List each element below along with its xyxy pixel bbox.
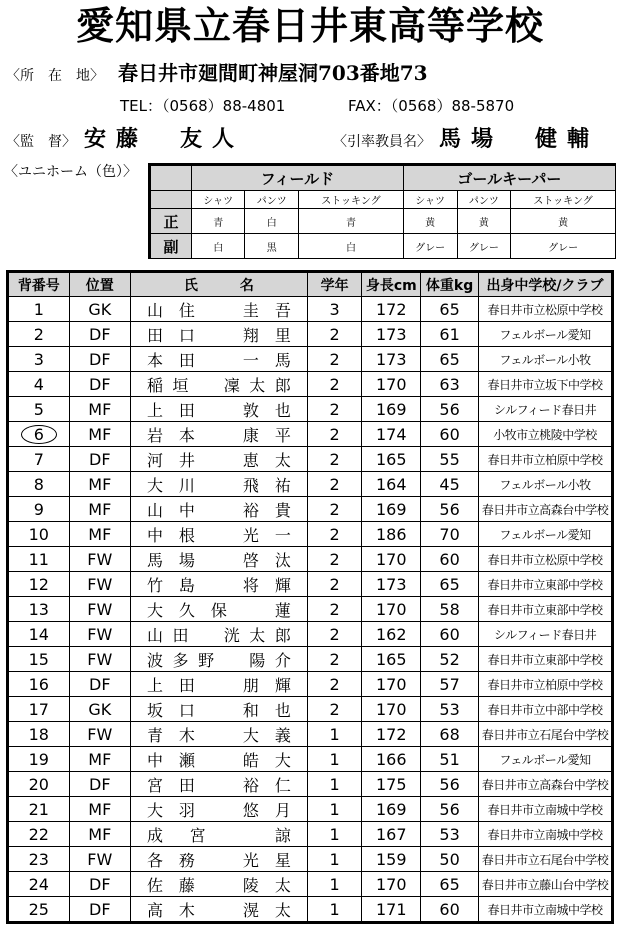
player-height: 173 — [362, 322, 421, 347]
player-height: 170 — [362, 872, 421, 897]
player-weight: 60 — [421, 547, 479, 572]
player-name: 中瀬 皓大 — [130, 747, 307, 772]
player-weight: 58 — [421, 597, 479, 622]
table-row — [8, 472, 613, 497]
player-position: DF — [69, 872, 130, 897]
player-weight: 60 — [421, 897, 479, 923]
player-position: DF — [69, 347, 130, 372]
table-row — [8, 547, 613, 572]
player-grade: 2 — [307, 672, 361, 697]
teacher-name: 馬場 健輔 — [439, 126, 600, 152]
table-row — [8, 722, 613, 747]
player-position: FW — [69, 622, 130, 647]
player-school: 春日井市立高森台中学校 — [479, 497, 613, 522]
address-line — [6, 62, 428, 87]
player-name: 稲垣 凜太郎 — [130, 372, 307, 397]
player-school: 春日井市立柏原中学校 — [479, 447, 613, 472]
table-row — [8, 622, 613, 647]
player-number: 2 — [8, 322, 70, 347]
player-height: 165 — [362, 647, 421, 672]
uniform-color: 白 — [299, 234, 404, 259]
player-number: 15 — [8, 647, 70, 672]
player-grade: 2 — [307, 472, 361, 497]
player-grade: 1 — [307, 772, 361, 797]
player-name: 青木 大義 — [130, 722, 307, 747]
player-number — [8, 422, 70, 447]
table-row — [8, 397, 613, 422]
fax-number: FAX：（0568）88-5870 — [348, 97, 515, 115]
field-header: フィールド — [192, 165, 404, 191]
player-height: 169 — [362, 397, 421, 422]
player-position: FW — [69, 547, 130, 572]
player-position: MF — [69, 497, 130, 522]
player-name: 坂口 和也 — [130, 697, 307, 722]
header-height: 身長cm — [362, 272, 421, 297]
table-row — [8, 747, 613, 772]
uniform-corner-2 — [150, 191, 192, 209]
player-school: 春日井市立坂下中学校 — [479, 372, 613, 397]
player-grade: 2 — [307, 697, 361, 722]
player-position: GK — [69, 697, 130, 722]
item-header: パンツ — [457, 191, 511, 209]
player-height: 170 — [362, 597, 421, 622]
player-weight: 51 — [421, 747, 479, 772]
player-height: 169 — [362, 497, 421, 522]
roster-table — [6, 270, 614, 924]
player-height: 167 — [362, 822, 421, 847]
player-grade: 2 — [307, 397, 361, 422]
player-grade: 2 — [307, 547, 361, 572]
teacher-line — [333, 128, 599, 153]
player-grade: 2 — [307, 622, 361, 647]
player-school: シルフィード春日井 — [479, 622, 613, 647]
uniform-color: 黄 — [457, 209, 511, 234]
player-grade: 2 — [307, 572, 361, 597]
header-grade: 学年 — [307, 272, 361, 297]
player-number: 9 — [8, 497, 70, 522]
player-school: フェルボール愛知 — [479, 747, 613, 772]
table-row — [8, 822, 613, 847]
header-number: 背番号 — [8, 272, 70, 297]
player-height: 170 — [362, 547, 421, 572]
player-position: GK — [69, 297, 130, 322]
player-position: DF — [69, 672, 130, 697]
header-position: 位置 — [69, 272, 130, 297]
player-grade: 3 — [307, 297, 361, 322]
teacher-label: 〈引率教員名〉 — [333, 134, 431, 150]
player-grade: 1 — [307, 897, 361, 923]
player-weight: 65 — [421, 297, 479, 322]
player-number: 23 — [8, 847, 70, 872]
roster-header-row — [8, 272, 613, 297]
player-weight: 56 — [421, 772, 479, 797]
player-height: 165 — [362, 447, 421, 472]
player-weight: 52 — [421, 647, 479, 672]
player-name: 岩本 康平 — [130, 422, 307, 447]
player-number: 24 — [8, 872, 70, 897]
player-name: 馬場 啓汰 — [130, 547, 307, 572]
header-name: 氏 名 — [130, 272, 307, 297]
player-weight: 56 — [421, 497, 479, 522]
player-position: FW — [69, 572, 130, 597]
table-row — [8, 872, 613, 897]
coach-label: 〈監 督〉 — [6, 134, 76, 150]
player-number: 7 — [8, 447, 70, 472]
player-grade: 2 — [307, 447, 361, 472]
player-weight: 65 — [421, 347, 479, 372]
player-height: 170 — [362, 372, 421, 397]
captain-mark: 6 — [21, 425, 57, 444]
coach-line — [6, 128, 244, 153]
player-grade: 1 — [307, 797, 361, 822]
player-position: DF — [69, 322, 130, 347]
player-position: FW — [69, 597, 130, 622]
player-number: 25 — [8, 897, 70, 923]
table-row — [8, 597, 613, 622]
player-number: 5 — [8, 397, 70, 422]
player-number: 16 — [8, 672, 70, 697]
player-number: 1 — [8, 297, 70, 322]
uniform-color: 黄 — [403, 209, 457, 234]
table-row — [8, 497, 613, 522]
player-position: MF — [69, 822, 130, 847]
player-grade: 2 — [307, 372, 361, 397]
player-weight: 61 — [421, 322, 479, 347]
player-grade: 1 — [307, 722, 361, 747]
player-school: 春日井市立東部中学校 — [479, 647, 613, 672]
school-name: 愛知県立春日井東高等学校 — [75, 3, 544, 48]
uniform-color: グレー — [511, 234, 616, 259]
player-height: 164 — [362, 472, 421, 497]
player-number: 20 — [8, 772, 70, 797]
uniform-row-label: 正 — [150, 209, 192, 234]
player-name: 佐藤 陵太 — [130, 872, 307, 897]
player-grade: 1 — [307, 847, 361, 872]
uniform-corner — [150, 165, 192, 191]
table-row — [8, 297, 613, 322]
player-school: 小牧市立桃陵中学校 — [479, 422, 613, 447]
player-school: フェルボール愛知 — [479, 322, 613, 347]
player-height: 171 — [362, 897, 421, 923]
player-number: 8 — [8, 472, 70, 497]
player-position: MF — [69, 422, 130, 447]
player-height: 173 — [362, 572, 421, 597]
item-header: シャツ — [403, 191, 457, 209]
player-name: 本田 一馬 — [130, 347, 307, 372]
player-position: MF — [69, 472, 130, 497]
uniform-color: 青 — [192, 209, 245, 234]
player-school: 春日井市立東部中学校 — [479, 572, 613, 597]
uniform-color: 黒 — [245, 234, 299, 259]
player-weight: 50 — [421, 847, 479, 872]
player-weight: 65 — [421, 572, 479, 597]
player-weight: 60 — [421, 422, 479, 447]
player-height: 170 — [362, 697, 421, 722]
table-row — [8, 522, 613, 547]
player-height: 170 — [362, 672, 421, 697]
player-name: 上田 敦也 — [130, 397, 307, 422]
player-name: 竹島 将輝 — [130, 572, 307, 597]
player-school: 春日井市立石尾台中学校 — [479, 847, 613, 872]
player-position: MF — [69, 747, 130, 772]
header-weight: 体重kg — [421, 272, 479, 297]
uniform-label: 〈ユニホーム（色）〉 — [4, 164, 137, 180]
player-school: 春日井市立藤山台中学校 — [479, 872, 613, 897]
player-name: 河井 恵太 — [130, 447, 307, 472]
player-number: 3 — [8, 347, 70, 372]
player-height: 162 — [362, 622, 421, 647]
player-weight: 68 — [421, 722, 479, 747]
player-number: 22 — [8, 822, 70, 847]
player-grade: 1 — [307, 747, 361, 772]
uniform-color: 青 — [299, 209, 404, 234]
tel-number: TEL：（0568）88-4801 — [120, 97, 286, 115]
player-position: DF — [69, 372, 130, 397]
player-school: シルフィード春日井 — [479, 397, 613, 422]
uniform-color: 黄 — [511, 209, 616, 234]
player-weight: 53 — [421, 697, 479, 722]
player-position: DF — [69, 897, 130, 923]
item-header: パンツ — [245, 191, 299, 209]
player-height: 169 — [362, 797, 421, 822]
player-position: FW — [69, 722, 130, 747]
player-school: フェルボール小牧 — [479, 347, 613, 372]
player-height: 175 — [362, 772, 421, 797]
player-number: 10 — [8, 522, 70, 547]
player-position: DF — [69, 772, 130, 797]
table-row — [8, 697, 613, 722]
player-weight: 65 — [421, 872, 479, 897]
player-school: 春日井市立松原中学校 — [479, 297, 613, 322]
uniform-table — [148, 163, 616, 259]
roster-body — [8, 297, 613, 923]
uniform-color: グレー — [403, 234, 457, 259]
uniform-color: 白 — [192, 234, 245, 259]
player-name: 田口 翔里 — [130, 322, 307, 347]
table-row — [8, 347, 613, 372]
address-label: 〈所 在 地〉 — [6, 68, 104, 84]
player-name: 大羽 悠月 — [130, 797, 307, 822]
table-row — [8, 797, 613, 822]
player-name: 山田 洸太郎 — [130, 622, 307, 647]
player-school: 春日井市立柏原中学校 — [479, 672, 613, 697]
player-name: 山住 圭吾 — [130, 297, 307, 322]
player-number: 19 — [8, 747, 70, 772]
player-grade: 1 — [307, 822, 361, 847]
player-position: FW — [69, 847, 130, 872]
player-number: 14 — [8, 622, 70, 647]
player-number: 21 — [8, 797, 70, 822]
player-number: 4 — [8, 372, 70, 397]
player-grade: 2 — [307, 322, 361, 347]
player-position: DF — [69, 447, 130, 472]
table-row — [8, 672, 613, 697]
player-height: 186 — [362, 522, 421, 547]
player-weight: 60 — [421, 622, 479, 647]
player-height: 172 — [362, 297, 421, 322]
table-row — [8, 322, 613, 347]
player-name: 中根 光一 — [130, 522, 307, 547]
player-name: 山中 裕貴 — [130, 497, 307, 522]
player-height: 174 — [362, 422, 421, 447]
player-weight: 57 — [421, 672, 479, 697]
player-name: 大久保 蓮 — [130, 597, 307, 622]
coach-name: 安藤 友人 — [84, 126, 245, 152]
player-school: 春日井市立高森台中学校 — [479, 772, 613, 797]
player-school: フェルボール小牧 — [479, 472, 613, 497]
player-grade: 2 — [307, 647, 361, 672]
uniform-color: 白 — [245, 209, 299, 234]
player-school: 春日井市立南城中学校 — [479, 797, 613, 822]
player-name: 宮田 裕仁 — [130, 772, 307, 797]
table-row — [8, 772, 613, 797]
uniform-color: グレー — [457, 234, 511, 259]
player-name: 上田 朋輝 — [130, 672, 307, 697]
player-name: 大川 飛祐 — [130, 472, 307, 497]
player-name: 波多野 陽介 — [130, 647, 307, 672]
player-grade: 2 — [307, 522, 361, 547]
player-school: 春日井市立南城中学校 — [479, 822, 613, 847]
player-weight: 56 — [421, 397, 479, 422]
item-header: シャツ — [192, 191, 245, 209]
player-weight: 70 — [421, 522, 479, 547]
table-row — [8, 422, 613, 447]
table-row — [8, 572, 613, 597]
player-name: 成宮 諒 — [130, 822, 307, 847]
player-height: 166 — [362, 747, 421, 772]
player-weight: 56 — [421, 797, 479, 822]
player-number: 12 — [8, 572, 70, 597]
player-grade: 1 — [307, 872, 361, 897]
table-row — [8, 897, 613, 923]
table-row — [8, 372, 613, 397]
uniform-row-label: 副 — [150, 234, 192, 259]
player-grade: 2 — [307, 597, 361, 622]
player-weight: 63 — [421, 372, 479, 397]
player-school: 春日井市立松原中学校 — [479, 547, 613, 572]
item-header: ストッキング — [299, 191, 404, 209]
player-number: 13 — [8, 597, 70, 622]
header-school: 出身中学校/クラブ — [479, 272, 613, 297]
player-weight: 45 — [421, 472, 479, 497]
player-grade: 2 — [307, 497, 361, 522]
player-number: 11 — [8, 547, 70, 572]
player-position: MF — [69, 397, 130, 422]
address-value: 春日井市廻間町神屋洞703番地73 — [118, 61, 428, 85]
player-height: 159 — [362, 847, 421, 872]
player-name: 各務 光星 — [130, 847, 307, 872]
table-row — [8, 847, 613, 872]
player-grade: 2 — [307, 347, 361, 372]
player-school: 春日井市立東部中学校 — [479, 597, 613, 622]
player-grade: 2 — [307, 422, 361, 447]
player-school: 春日井市立南城中学校 — [479, 897, 613, 923]
table-row — [8, 447, 613, 472]
player-height: 173 — [362, 347, 421, 372]
player-number: 18 — [8, 722, 70, 747]
player-name: 高木 滉太 — [130, 897, 307, 923]
player-school: フェルボール愛知 — [479, 522, 613, 547]
player-weight: 55 — [421, 447, 479, 472]
player-position: MF — [69, 522, 130, 547]
player-position: MF — [69, 797, 130, 822]
item-header: ストッキング — [511, 191, 616, 209]
player-position: FW — [69, 647, 130, 672]
player-weight: 53 — [421, 822, 479, 847]
player-number: 17 — [8, 697, 70, 722]
gk-header: ゴールキーパー — [403, 165, 615, 191]
player-height: 172 — [362, 722, 421, 747]
player-school: 春日井市立石尾台中学校 — [479, 722, 613, 747]
table-row — [8, 647, 613, 672]
player-school: 春日井市立中部中学校 — [479, 697, 613, 722]
